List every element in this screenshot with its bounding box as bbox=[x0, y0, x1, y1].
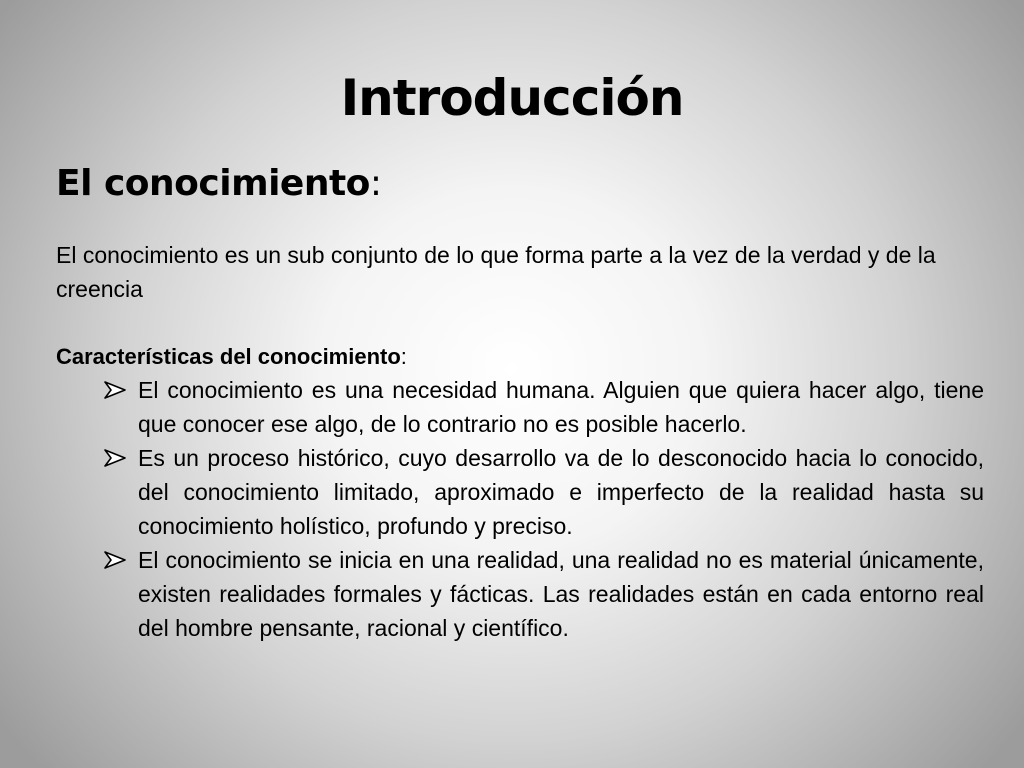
list-item bbox=[104, 441, 984, 543]
features-heading-colon: : bbox=[400, 344, 407, 369]
features-heading bbox=[56, 340, 407, 374]
list-item-text: El conocimiento se inicia en una realidad, una realidad no es material únicamente, existen realidades formales y fácticas. Las realidades están en cada entorno real del hombre pensante, racional y científico. bbox=[138, 547, 984, 641]
list-item-text: Es un proceso histórico, cuyo desarrollo va de lo desconocido hacia lo conocido, del conocimiento limitado, aproximado e imperfecto de la realidad hasta su conocimiento holístico, profundo y preciso. bbox=[138, 445, 984, 539]
features-heading-text: Características del conocimiento bbox=[56, 344, 401, 369]
list-item bbox=[104, 543, 984, 645]
subtitle-text: El conocimiento bbox=[56, 163, 370, 204]
arrow-bullet-icon bbox=[104, 381, 126, 399]
list-item bbox=[104, 373, 984, 441]
section-subtitle bbox=[56, 158, 382, 210]
arrow-bullet-icon bbox=[104, 449, 126, 467]
slide-title: Introducción bbox=[340, 69, 684, 127]
intro-paragraph: El conocimiento es un sub conjunto de lo que forma parte a la vez de la verdad y de la creencia bbox=[56, 242, 936, 302]
arrow-bullet-icon bbox=[104, 551, 126, 569]
list-item-text: El conocimiento es una necesidad humana. Alguien que quiera hacer algo, tiene que conocer ese algo, de lo contrario no es posible hacerlo. bbox=[138, 377, 984, 437]
features-list bbox=[104, 373, 984, 645]
subtitle-colon: : bbox=[369, 163, 382, 204]
